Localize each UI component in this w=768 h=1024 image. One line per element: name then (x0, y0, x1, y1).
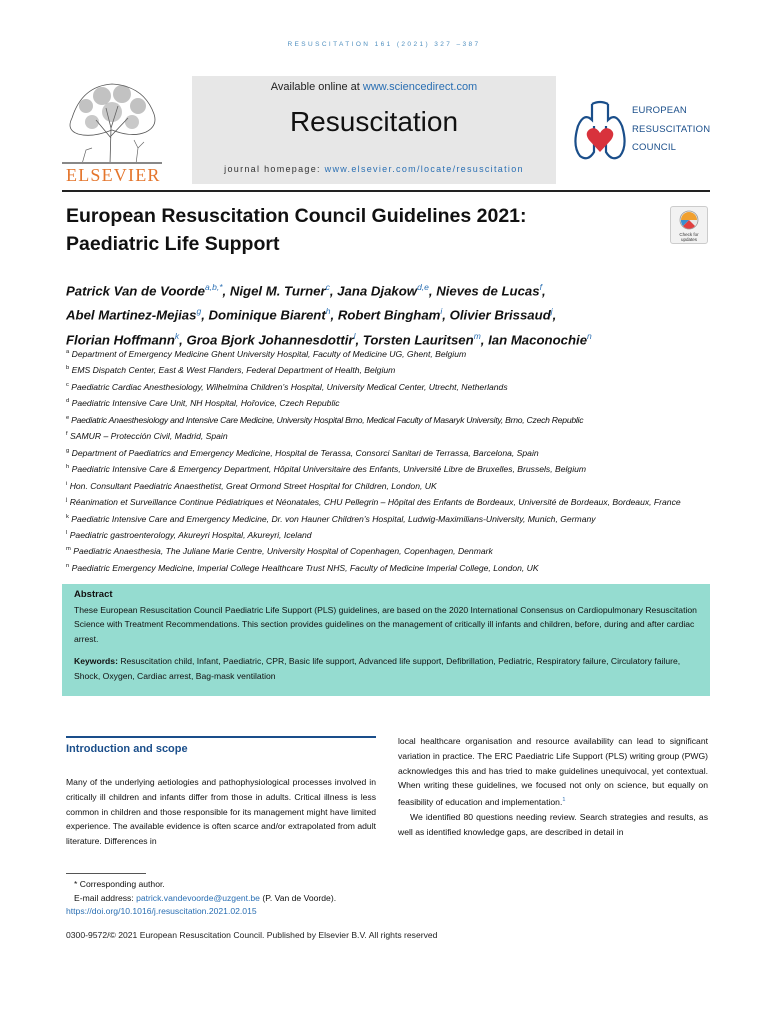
intro-paragraph-right-1: local healthcare organisation and resource availability can lead to significant variation in practice. The ERC Paediatric Life Support (PLS) writing group (PWG) acknowledges this and has tried to make guidelines unequivocal, yet contextual. When writing these guidelines, we focused not only on science, but equally on feasibility of education and implementation. (398, 736, 708, 808)
affiliation-item (66, 427, 714, 443)
abstract-box (62, 584, 710, 696)
author-name[interactable]: Torsten Lauritsen (362, 332, 474, 348)
keywords-list: Resuscitation child, Infant, Paediatric, CPR, Basic life support, Advanced life support, Defibrillation, Pediatric, Respiratory failure, Circulatory failure, Shock, Oxygen, Cardiac arrest, Bag-mask ventilation (74, 656, 681, 681)
affiliation-marker: d (66, 398, 70, 405)
available-online (192, 81, 556, 93)
author-line-1 (66, 277, 716, 301)
affiliation-text: Paediatric Emergency Medicine, Imperial College Healthcare Trust NHS, Faculty of Medicine Imperial College, London, UK (71, 562, 539, 573)
author-line-2 (66, 301, 716, 325)
author-name[interactable]: Florian Hoffmann (66, 332, 175, 348)
affiliation-text: Réanimation et Surveillance Continue Pédiatriques et Néonatales, CHU Pellegrin – Hôpital des Enfants de Bordeaux, Université de Bordeaux, Bordeaux, France (69, 496, 681, 507)
abstract-heading: Abstract (74, 589, 113, 600)
running-head: RESUSCITATION 161 (2021) 327 –387 (287, 41, 481, 48)
copyright-line: 0300-9572/© 2021 European Resuscitation Council. Published by Elsevier B.V. All rights reserved (66, 930, 438, 940)
affiliation-marker: e (66, 414, 69, 421)
author-separator: , (442, 307, 450, 323)
erc-line-1: EUROPEAN (632, 105, 687, 116)
affiliation-text: Paediatric Intensive Care and Emergency Medicine, Dr. von Hauner Children’s Hospital, Ludwig-Maximilians-University, Munich, Germany (71, 513, 596, 524)
author-affil-ref[interactable]: k (174, 330, 180, 341)
author-separator: , (480, 332, 489, 348)
affiliation-item (66, 411, 714, 427)
author-separator: , (355, 332, 363, 348)
body-column-left (66, 736, 376, 849)
corresponding-author-note: * Corresponding author. (74, 879, 165, 889)
erc-line-2: RESUSCITATION (632, 123, 711, 135)
affiliation-marker: l (66, 529, 68, 536)
author-name[interactable]: Abel Martinez-Mejias (66, 307, 197, 323)
article-title (66, 202, 646, 258)
available-prefix: Available online at (270, 81, 363, 93)
affiliation-text: Paediatric Anaesthesiology and Intensive Care Medicine, University Hospital Brno, Medical Faculty of Masaryk University, Brno, Czech Republic (71, 414, 584, 425)
body-paragraph (66, 775, 376, 849)
affiliation-marker: i (66, 480, 68, 487)
affiliation-item (66, 394, 714, 410)
article-title-line-1: European Resuscitation Council Guidelines 2021: (66, 205, 527, 227)
journal-homepage (192, 164, 556, 174)
affiliation-item (66, 542, 714, 558)
author-name[interactable]: Ian Maconochie (488, 332, 588, 348)
affiliation-item (66, 460, 714, 476)
affiliation-marker: j (66, 497, 68, 504)
affiliation-marker: b (66, 365, 70, 372)
doi-link[interactable]: https://doi.org/10.1016/j.resuscitation.2021.02.015 (66, 906, 257, 916)
affiliation-marker: a (66, 349, 70, 355)
erc-line-3: COUNCIL (632, 142, 677, 153)
check-for-updates-icon (671, 207, 707, 233)
affiliation-text: Paediatric gastroenterology, Akureyri Hospital, Akureyri, Iceland (69, 529, 312, 540)
author-affil-ref[interactable]: h (325, 306, 331, 317)
email-prefix: E-mail address: (74, 892, 137, 903)
affiliation-text: Paediatric Intensive Care Unit, NH Hospital, Hořovice, Czech Republic (71, 398, 340, 409)
author-affil-ref[interactable]: i (440, 306, 443, 317)
author-name[interactable]: Groa Bjork Johannesdottir (186, 332, 354, 348)
affiliation-text: SAMUR – Protección Civil, Madrid, Spain (70, 431, 228, 442)
affiliation-marker: n (66, 562, 70, 569)
author-affil-ref[interactable]: m (473, 330, 481, 341)
affiliation-item (66, 345, 714, 361)
author-separator: , (428, 283, 437, 299)
erc-logo (570, 96, 720, 166)
author-separator: , (222, 283, 230, 299)
email-link[interactable]: patrick.vandevoorde@uzgent.be (136, 892, 260, 903)
journal-masthead (192, 76, 556, 184)
erc-lungs-heart-icon (570, 96, 630, 166)
affiliation-marker: c (66, 381, 69, 388)
sciencedirect-link[interactable]: www.sciencedirect.com (362, 81, 478, 93)
keywords (74, 654, 700, 683)
homepage-link[interactable]: www.elsevier.com/locate/resuscitation (324, 164, 524, 174)
affiliation-marker: g (66, 447, 70, 454)
author-separator: , (330, 307, 338, 323)
intro-paragraph-right-2: We identified 80 questions needing review. Search strategies and results, as well as identified knowledge gaps, are described in detail in (398, 811, 708, 837)
affiliation-item (66, 510, 714, 526)
check-for-updates-label-1: Check for (679, 232, 699, 237)
erc-wordmark (632, 102, 710, 158)
affiliation-marker: k (66, 513, 69, 520)
affiliation-marker: h (66, 464, 70, 471)
author-affil-ref[interactable]: j (550, 306, 553, 317)
affiliation-item (66, 559, 714, 575)
author-separator: , (179, 332, 187, 348)
author-name[interactable]: Olivier Brissaud (449, 307, 551, 323)
email-suffix: (P. Van de Voorde). (259, 892, 337, 903)
journal-title: Resuscitation (289, 106, 459, 137)
affiliation-item (66, 477, 714, 493)
author-affil-ref[interactable]: c (325, 282, 330, 292)
affiliation-text: Hon. Consultant Paediatric Anaesthetist, Great Ormond Street Hospital for Children, London, UK (69, 480, 437, 491)
affiliation-marker: m (66, 546, 71, 553)
author-name[interactable]: Nieves de Lucas (436, 283, 540, 299)
article-title-line-2: Paediatric Life Support (66, 233, 280, 255)
body-column-right (398, 734, 708, 839)
check-for-updates-label-2: updates (680, 237, 697, 242)
affiliation-text: EMS Dispatch Center, East & West Flanders, Federal Department of Health, Belgium (71, 365, 396, 376)
author-affil-ref[interactable]: g (196, 306, 202, 317)
author-name[interactable]: Dominique Biarent (208, 307, 326, 323)
affiliation-item (66, 526, 714, 542)
author-separator: , (552, 307, 557, 323)
author-name[interactable]: Jana Djakow (337, 283, 418, 299)
section-heading-introduction: Introduction and scope (66, 736, 376, 759)
abstract-text: These European Resuscitation Council Paediatric Life Support (PLS) guidelines, are based on the 2020 International Consensus on Cardiopulmonary Resuscitation Science with Treatment Recommendations. This section provides guidelines on the management of critically ill infants and children, before, during and after cardiac arrest. (74, 604, 697, 644)
masthead-rule (62, 190, 710, 192)
affiliation-text: Paediatric Anaesthesia, The Juliane Marie Centre, University Hospital of Copenhagen, Copenhagen, Denmark (73, 546, 493, 557)
elsevier-wordmark: ELSEVIER (66, 165, 161, 185)
author-separator: , (201, 307, 209, 323)
affiliation-item (66, 378, 714, 394)
affiliation-marker: f (66, 431, 68, 438)
author-separator: , (329, 283, 338, 299)
affiliation-list (66, 345, 714, 575)
author-affil-ref[interactable]: l (353, 330, 356, 341)
author-affil-ref[interactable]: f (539, 282, 542, 292)
author-affil-ref[interactable]: n (587, 330, 592, 341)
author-name[interactable]: Nigel M. Turner (229, 283, 326, 299)
affiliation-text: Department of Paediatrics and Emergency Medicine, Hospital de Terassa, Consorci Sanitari de Terrassa, Barcelona, Spain (71, 447, 539, 458)
author-name[interactable]: Robert Bingham (337, 307, 441, 323)
affiliation-text: Department of Emergency Medicine Ghent University Hospital, Faculty of Medicine UG, Ghent, Belgium (71, 348, 467, 359)
affiliation-text: Paediatric Cardiac Anesthesiology, Wilhelmina Children’s Hospital, University Medical Center, Utrecht, Netherlands (71, 381, 508, 392)
affiliation-item (66, 493, 714, 509)
author-list (66, 277, 716, 350)
reference-link[interactable]: 1 (562, 797, 566, 804)
email-note (66, 892, 336, 906)
author-affil-ref[interactable]: a,b,* (205, 282, 223, 292)
author-separator: , (541, 283, 546, 299)
author-name[interactable]: Patrick Van de Voorde (66, 283, 206, 299)
keywords-label: Keywords: (74, 656, 118, 667)
author-affil-ref[interactable]: d,e (417, 282, 429, 292)
check-for-updates-button[interactable] (670, 206, 708, 244)
affiliation-item (66, 361, 714, 377)
footnote-rule (66, 873, 146, 874)
check-for-updates-label (671, 232, 707, 242)
affiliation-text: Paediatric Intensive Care & Emergency Department, Hôpital Universitaire des Enfants, Université Libre de Bruxelles, Brussels, Belgium (71, 464, 587, 475)
body-paragraph (398, 734, 708, 839)
homepage-prefix: journal homepage: (224, 164, 325, 174)
affiliation-item (66, 444, 714, 460)
intro-paragraph-left: Many of the underlying aetiologies and pathophysiological processes involved in critically ill children and infants differ from those in adults. Critical illness is less common in children and those responsible for its management might have limited experience. The available evidence is often scarce and/or extrapolated from adult literature. Differences in (66, 777, 376, 847)
footnotes (66, 878, 336, 919)
